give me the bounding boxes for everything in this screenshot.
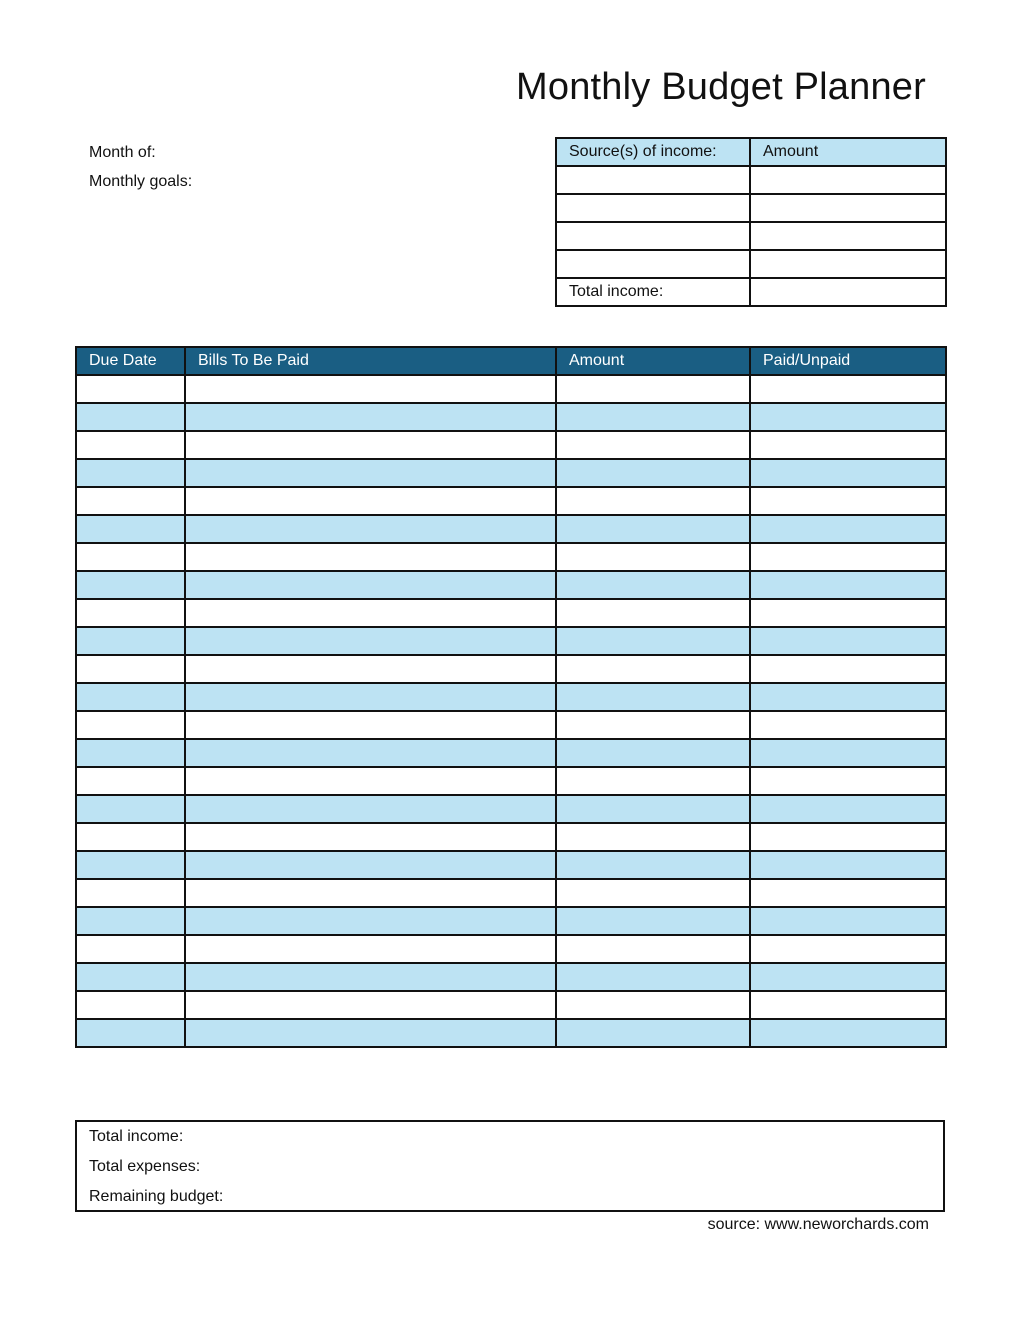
bill-name-cell[interactable] xyxy=(185,403,556,431)
bill-name-cell[interactable] xyxy=(185,515,556,543)
bill-row xyxy=(76,767,946,795)
bill-name-cell[interactable] xyxy=(185,935,556,963)
bill-row xyxy=(76,459,946,487)
due-date-cell[interactable] xyxy=(76,795,185,823)
bill-amount-cell[interactable] xyxy=(556,711,750,739)
income-source-cell[interactable] xyxy=(556,250,750,278)
bill-row xyxy=(76,879,946,907)
bill-name-cell[interactable] xyxy=(185,991,556,1019)
bill-row xyxy=(76,515,946,543)
due-date-cell[interactable] xyxy=(76,739,185,767)
due-date-cell[interactable] xyxy=(76,879,185,907)
paid-status-cell[interactable] xyxy=(750,403,946,431)
bill-row xyxy=(76,655,946,683)
paid-status-cell[interactable] xyxy=(750,571,946,599)
income-source-cell[interactable] xyxy=(556,166,750,194)
bill-amount-cell[interactable] xyxy=(556,515,750,543)
bill-amount-cell[interactable] xyxy=(556,739,750,767)
paid-status-cell[interactable] xyxy=(750,655,946,683)
due-date-cell[interactable] xyxy=(76,571,185,599)
income-source-cell[interactable] xyxy=(556,194,750,222)
bill-row xyxy=(76,1019,946,1047)
bill-row xyxy=(76,543,946,571)
income-row xyxy=(556,194,946,222)
bill-row xyxy=(76,375,946,403)
paid-status-cell[interactable] xyxy=(750,1019,946,1047)
bill-amount-cell[interactable] xyxy=(556,795,750,823)
bill-amount-cell[interactable] xyxy=(556,767,750,795)
due-date-cell[interactable] xyxy=(76,767,185,795)
bills-table xyxy=(75,346,947,1048)
bill-amount-cell[interactable] xyxy=(556,991,750,1019)
bill-row xyxy=(76,907,946,935)
bill-name-cell[interactable] xyxy=(185,879,556,907)
income-amount-cell[interactable] xyxy=(750,222,946,250)
bill-row xyxy=(76,851,946,879)
paid-status-cell[interactable] xyxy=(750,907,946,935)
bill-row xyxy=(76,739,946,767)
bill-amount-cell[interactable] xyxy=(556,655,750,683)
summary-total-expenses: Total expenses: xyxy=(89,1158,201,1175)
month-of-label: Month of: xyxy=(89,144,156,161)
bill-row xyxy=(76,403,946,431)
monthly-goals-label: Monthly goals: xyxy=(89,173,193,190)
bill-amount-cell[interactable] xyxy=(556,683,750,711)
bill-name-cell[interactable] xyxy=(185,487,556,515)
bill-name-cell[interactable] xyxy=(185,543,556,571)
bill-amount-cell[interactable] xyxy=(556,963,750,991)
bill-name-cell[interactable] xyxy=(185,711,556,739)
bill-amount-cell[interactable] xyxy=(556,627,750,655)
bill-name-cell[interactable] xyxy=(185,739,556,767)
paid-status-cell[interactable] xyxy=(750,375,946,403)
income-row xyxy=(556,250,946,278)
income-total-label: Total income: xyxy=(556,278,750,306)
bill-amount-cell[interactable] xyxy=(556,459,750,487)
bill-name-cell[interactable] xyxy=(185,627,556,655)
paid-unpaid-header: Paid/Unpaid xyxy=(750,347,946,375)
bill-name-cell[interactable] xyxy=(185,599,556,627)
due-date-cell[interactable] xyxy=(76,599,185,627)
paid-status-cell[interactable] xyxy=(750,767,946,795)
bill-amount-cell[interactable] xyxy=(556,599,750,627)
paid-status-cell[interactable] xyxy=(750,935,946,963)
income-amount-cell[interactable] xyxy=(750,194,946,222)
paid-status-cell[interactable] xyxy=(750,515,946,543)
paid-status-cell[interactable] xyxy=(750,851,946,879)
bill-name-cell[interactable] xyxy=(185,907,556,935)
paid-status-cell[interactable] xyxy=(750,879,946,907)
bill-amount-cell[interactable] xyxy=(556,935,750,963)
paid-status-cell[interactable] xyxy=(750,599,946,627)
amount-header: Amount xyxy=(556,347,750,375)
income-header-row xyxy=(556,138,946,166)
paid-status-cell[interactable] xyxy=(750,683,946,711)
bill-name-cell[interactable] xyxy=(185,655,556,683)
income-amount-cell[interactable] xyxy=(750,250,946,278)
bill-row xyxy=(76,571,946,599)
paid-status-cell[interactable] xyxy=(750,823,946,851)
due-date-cell[interactable] xyxy=(76,907,185,935)
paid-status-cell[interactable] xyxy=(750,431,946,459)
bill-name-cell[interactable] xyxy=(185,767,556,795)
bill-row xyxy=(76,627,946,655)
income-row xyxy=(556,166,946,194)
paid-status-cell[interactable] xyxy=(750,711,946,739)
due-date-cell[interactable] xyxy=(76,431,185,459)
bill-name-cell[interactable] xyxy=(185,571,556,599)
income-amount-cell[interactable] xyxy=(750,166,946,194)
paid-status-cell[interactable] xyxy=(750,459,946,487)
bill-name-cell[interactable] xyxy=(185,375,556,403)
bill-amount-cell[interactable] xyxy=(556,851,750,879)
bill-name-cell[interactable] xyxy=(185,683,556,711)
bill-row xyxy=(76,935,946,963)
due-date-cell[interactable] xyxy=(76,515,185,543)
bill-name-cell[interactable] xyxy=(185,851,556,879)
bill-row xyxy=(76,487,946,515)
due-date-cell[interactable] xyxy=(76,655,185,683)
due-date-cell[interactable] xyxy=(76,375,185,403)
bill-amount-cell[interactable] xyxy=(556,907,750,935)
bill-row xyxy=(76,823,946,851)
bill-amount-cell[interactable] xyxy=(556,543,750,571)
income-total-cell[interactable] xyxy=(750,278,946,306)
bills-header: Bills To Be Paid xyxy=(185,347,556,375)
due-date-cell[interactable] xyxy=(76,963,185,991)
paid-status-cell[interactable] xyxy=(750,627,946,655)
bill-row xyxy=(76,599,946,627)
due-date-cell[interactable] xyxy=(76,711,185,739)
bill-name-cell[interactable] xyxy=(185,459,556,487)
due-date-cell[interactable] xyxy=(76,683,185,711)
paid-status-cell[interactable] xyxy=(750,795,946,823)
bill-row xyxy=(76,795,946,823)
due-date-cell[interactable] xyxy=(76,627,185,655)
due-date-cell[interactable] xyxy=(76,991,185,1019)
income-source-cell[interactable] xyxy=(556,222,750,250)
due-date-cell[interactable] xyxy=(76,459,185,487)
due-date-cell[interactable] xyxy=(76,935,185,963)
source-credit: source: www.neworchards.com xyxy=(707,1216,929,1233)
bill-name-cell[interactable] xyxy=(185,1019,556,1047)
summary-box xyxy=(75,1120,945,1212)
summary-total-income: Total income: xyxy=(89,1128,184,1145)
bill-row xyxy=(76,431,946,459)
paid-status-cell[interactable] xyxy=(750,991,946,1019)
bill-amount-cell[interactable] xyxy=(556,823,750,851)
due-date-cell[interactable] xyxy=(76,403,185,431)
due-date-cell[interactable] xyxy=(76,1019,185,1047)
income-table xyxy=(555,137,947,307)
income-source-header: Source(s) of income: xyxy=(556,138,750,166)
bill-name-cell[interactable] xyxy=(185,823,556,851)
bill-amount-cell[interactable] xyxy=(556,431,750,459)
bill-name-cell[interactable] xyxy=(185,431,556,459)
bill-row xyxy=(76,963,946,991)
paid-status-cell[interactable] xyxy=(750,963,946,991)
income-total-row xyxy=(556,278,946,306)
bills-body xyxy=(76,375,946,1047)
bill-row xyxy=(76,711,946,739)
bill-amount-cell[interactable] xyxy=(556,403,750,431)
bill-row xyxy=(76,991,946,1019)
income-body xyxy=(556,166,946,306)
due-date-cell[interactable] xyxy=(76,543,185,571)
income-row xyxy=(556,222,946,250)
bill-name-cell[interactable] xyxy=(185,795,556,823)
paid-status-cell[interactable] xyxy=(750,739,946,767)
paid-status-cell[interactable] xyxy=(750,543,946,571)
due-date-cell[interactable] xyxy=(76,823,185,851)
due-date-header: Due Date xyxy=(76,347,185,375)
bill-amount-cell[interactable] xyxy=(556,879,750,907)
paid-status-cell[interactable] xyxy=(750,487,946,515)
bill-amount-cell[interactable] xyxy=(556,487,750,515)
bill-row xyxy=(76,683,946,711)
income-amount-header: Amount xyxy=(750,138,946,166)
due-date-cell[interactable] xyxy=(76,487,185,515)
bill-amount-cell[interactable] xyxy=(556,571,750,599)
bill-amount-cell[interactable] xyxy=(556,375,750,403)
bills-header-row xyxy=(76,347,946,375)
page-title: Monthly Budget Planner xyxy=(516,66,926,108)
bill-name-cell[interactable] xyxy=(185,963,556,991)
due-date-cell[interactable] xyxy=(76,851,185,879)
summary-remaining-budget: Remaining budget: xyxy=(89,1188,224,1205)
bill-amount-cell[interactable] xyxy=(556,1019,750,1047)
